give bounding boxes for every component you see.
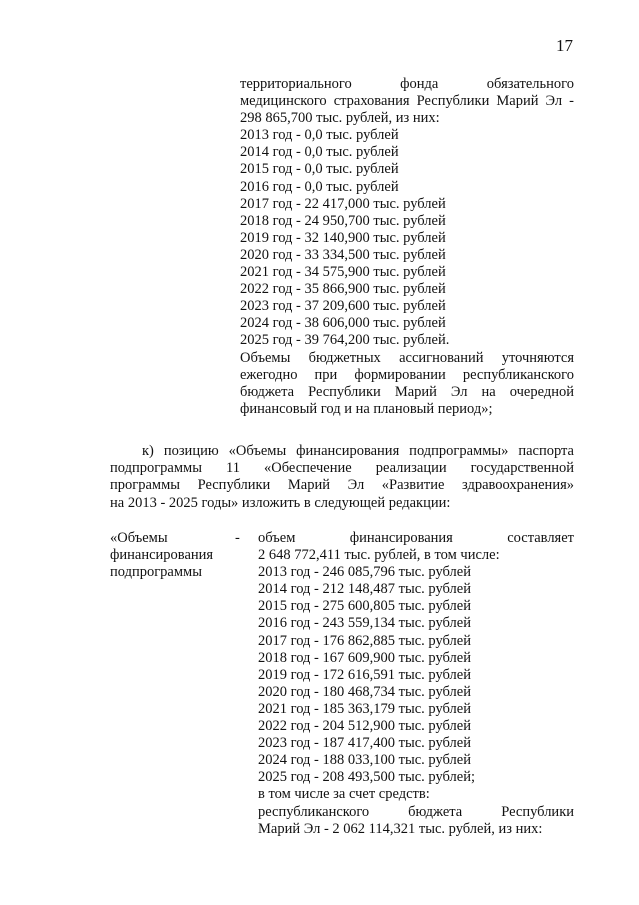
year-amount-line: 2025 год - 208 493,500 тыс. рублей; <box>258 769 475 786</box>
label-line: финансирования <box>110 547 214 564</box>
year-amount-line: 2016 год - 243 559,134 тыс. рублей <box>258 615 471 632</box>
text-line: медицинского страхования Республики Марий Эл - <box>240 93 574 110</box>
year-amount-line: 2024 год - 188 033,100 тыс. рублей <box>258 752 471 769</box>
amendment-paragraph <box>110 443 574 512</box>
paragraph-line: на 2013 - 2025 годы» изложить в следующей редакции: <box>110 494 451 511</box>
year-amount-line: 2022 год - 35 866,900 тыс. рублей <box>240 281 446 298</box>
year-amount-line: 2013 год - 246 085,796 тыс. рублей <box>258 564 471 581</box>
year-amount-line: 2020 год - 180 468,734 тыс. рублей <box>258 683 471 700</box>
year-amount-line: 2016 год - 0,0 тыс. рублей <box>240 178 399 195</box>
text-line: 298 865,700 тыс. рублей, из них: <box>240 110 440 127</box>
page-number: 17 <box>556 36 573 55</box>
text-line: в том числе за счет средств: <box>258 786 430 803</box>
year-amount-line: 2021 год - 185 363,179 тыс. рублей <box>258 700 471 717</box>
note-line: финансовый год и на плановый период»; <box>240 400 493 417</box>
year-amount-line: 2015 год - 275 600,805 тыс. рублей <box>258 598 471 615</box>
year-amount-line: 2013 год - 0,0 тыс. рублей <box>240 127 399 144</box>
label-line: «Объемы <box>110 530 168 546</box>
note-line: бюджета Республики Марий Эл на очередной <box>240 383 574 400</box>
label-dash: - <box>235 530 240 546</box>
year-amount-line: 2017 год - 22 417,000 тыс. рублей <box>240 195 446 212</box>
year-amount-line: 2024 год - 38 606,000 тыс. рублей <box>240 315 446 332</box>
year-amount-line: 2022 год - 204 512,900 тыс. рублей <box>258 718 471 735</box>
text-line: республиканского бюджета Республики <box>258 803 574 820</box>
text-line: Марий Эл - 2 062 114,321 тыс. рублей, из них: <box>258 820 543 837</box>
year-amount-line: 2019 год - 32 140,900 тыс. рублей <box>240 229 446 246</box>
paragraph-line: подпрограммы 11 «Обеспечение реализации государственной <box>110 460 574 477</box>
year-amount-line: 2020 год - 33 334,500 тыс. рублей <box>240 246 446 263</box>
paragraph-line: к) позицию «Объемы финансирования подпрограммы» паспорта <box>142 443 574 459</box>
note-line: Объемы бюджетных ассигнований уточняются <box>240 349 574 366</box>
year-amount-line: 2025 год - 39 764,200 тыс. рублей. <box>240 332 450 349</box>
funding-volume-block <box>258 530 574 838</box>
paragraph-line: программы Республики Марий Эл «Развитие здравоохранения» <box>110 477 574 494</box>
text-line: 2 648 772,411 тыс. рублей, в том числе: <box>258 547 500 564</box>
year-amount-line: 2023 год - 187 417,400 тыс. рублей <box>258 735 471 752</box>
year-amount-line: 2021 год - 34 575,900 тыс. рублей <box>240 264 446 281</box>
year-amount-line: 2014 год - 212 148,487 тыс. рублей <box>258 581 471 598</box>
year-amount-line: 2023 год - 37 209,600 тыс. рублей <box>240 298 446 315</box>
funding-sources-block <box>240 76 574 418</box>
year-amount-line: 2019 год - 172 616,591 тыс. рублей <box>258 666 471 683</box>
year-amount-line: 2015 год - 0,0 тыс. рублей <box>240 161 399 178</box>
year-amount-line: 2014 год - 0,0 тыс. рублей <box>240 144 399 161</box>
text-line: объем финансирования составляет <box>258 530 574 546</box>
note-line: ежегодно при формировании республиканского <box>240 366 574 383</box>
text-line: территориального фонда обязательного <box>240 76 574 92</box>
year-amount-line: 2018 год - 24 950,700 тыс. рублей <box>240 212 446 229</box>
year-amount-line: 2017 год - 176 862,885 тыс. рублей <box>258 632 471 649</box>
label-line: подпрограммы <box>110 564 202 581</box>
year-amount-line: 2018 год - 167 609,900 тыс. рублей <box>258 649 471 666</box>
